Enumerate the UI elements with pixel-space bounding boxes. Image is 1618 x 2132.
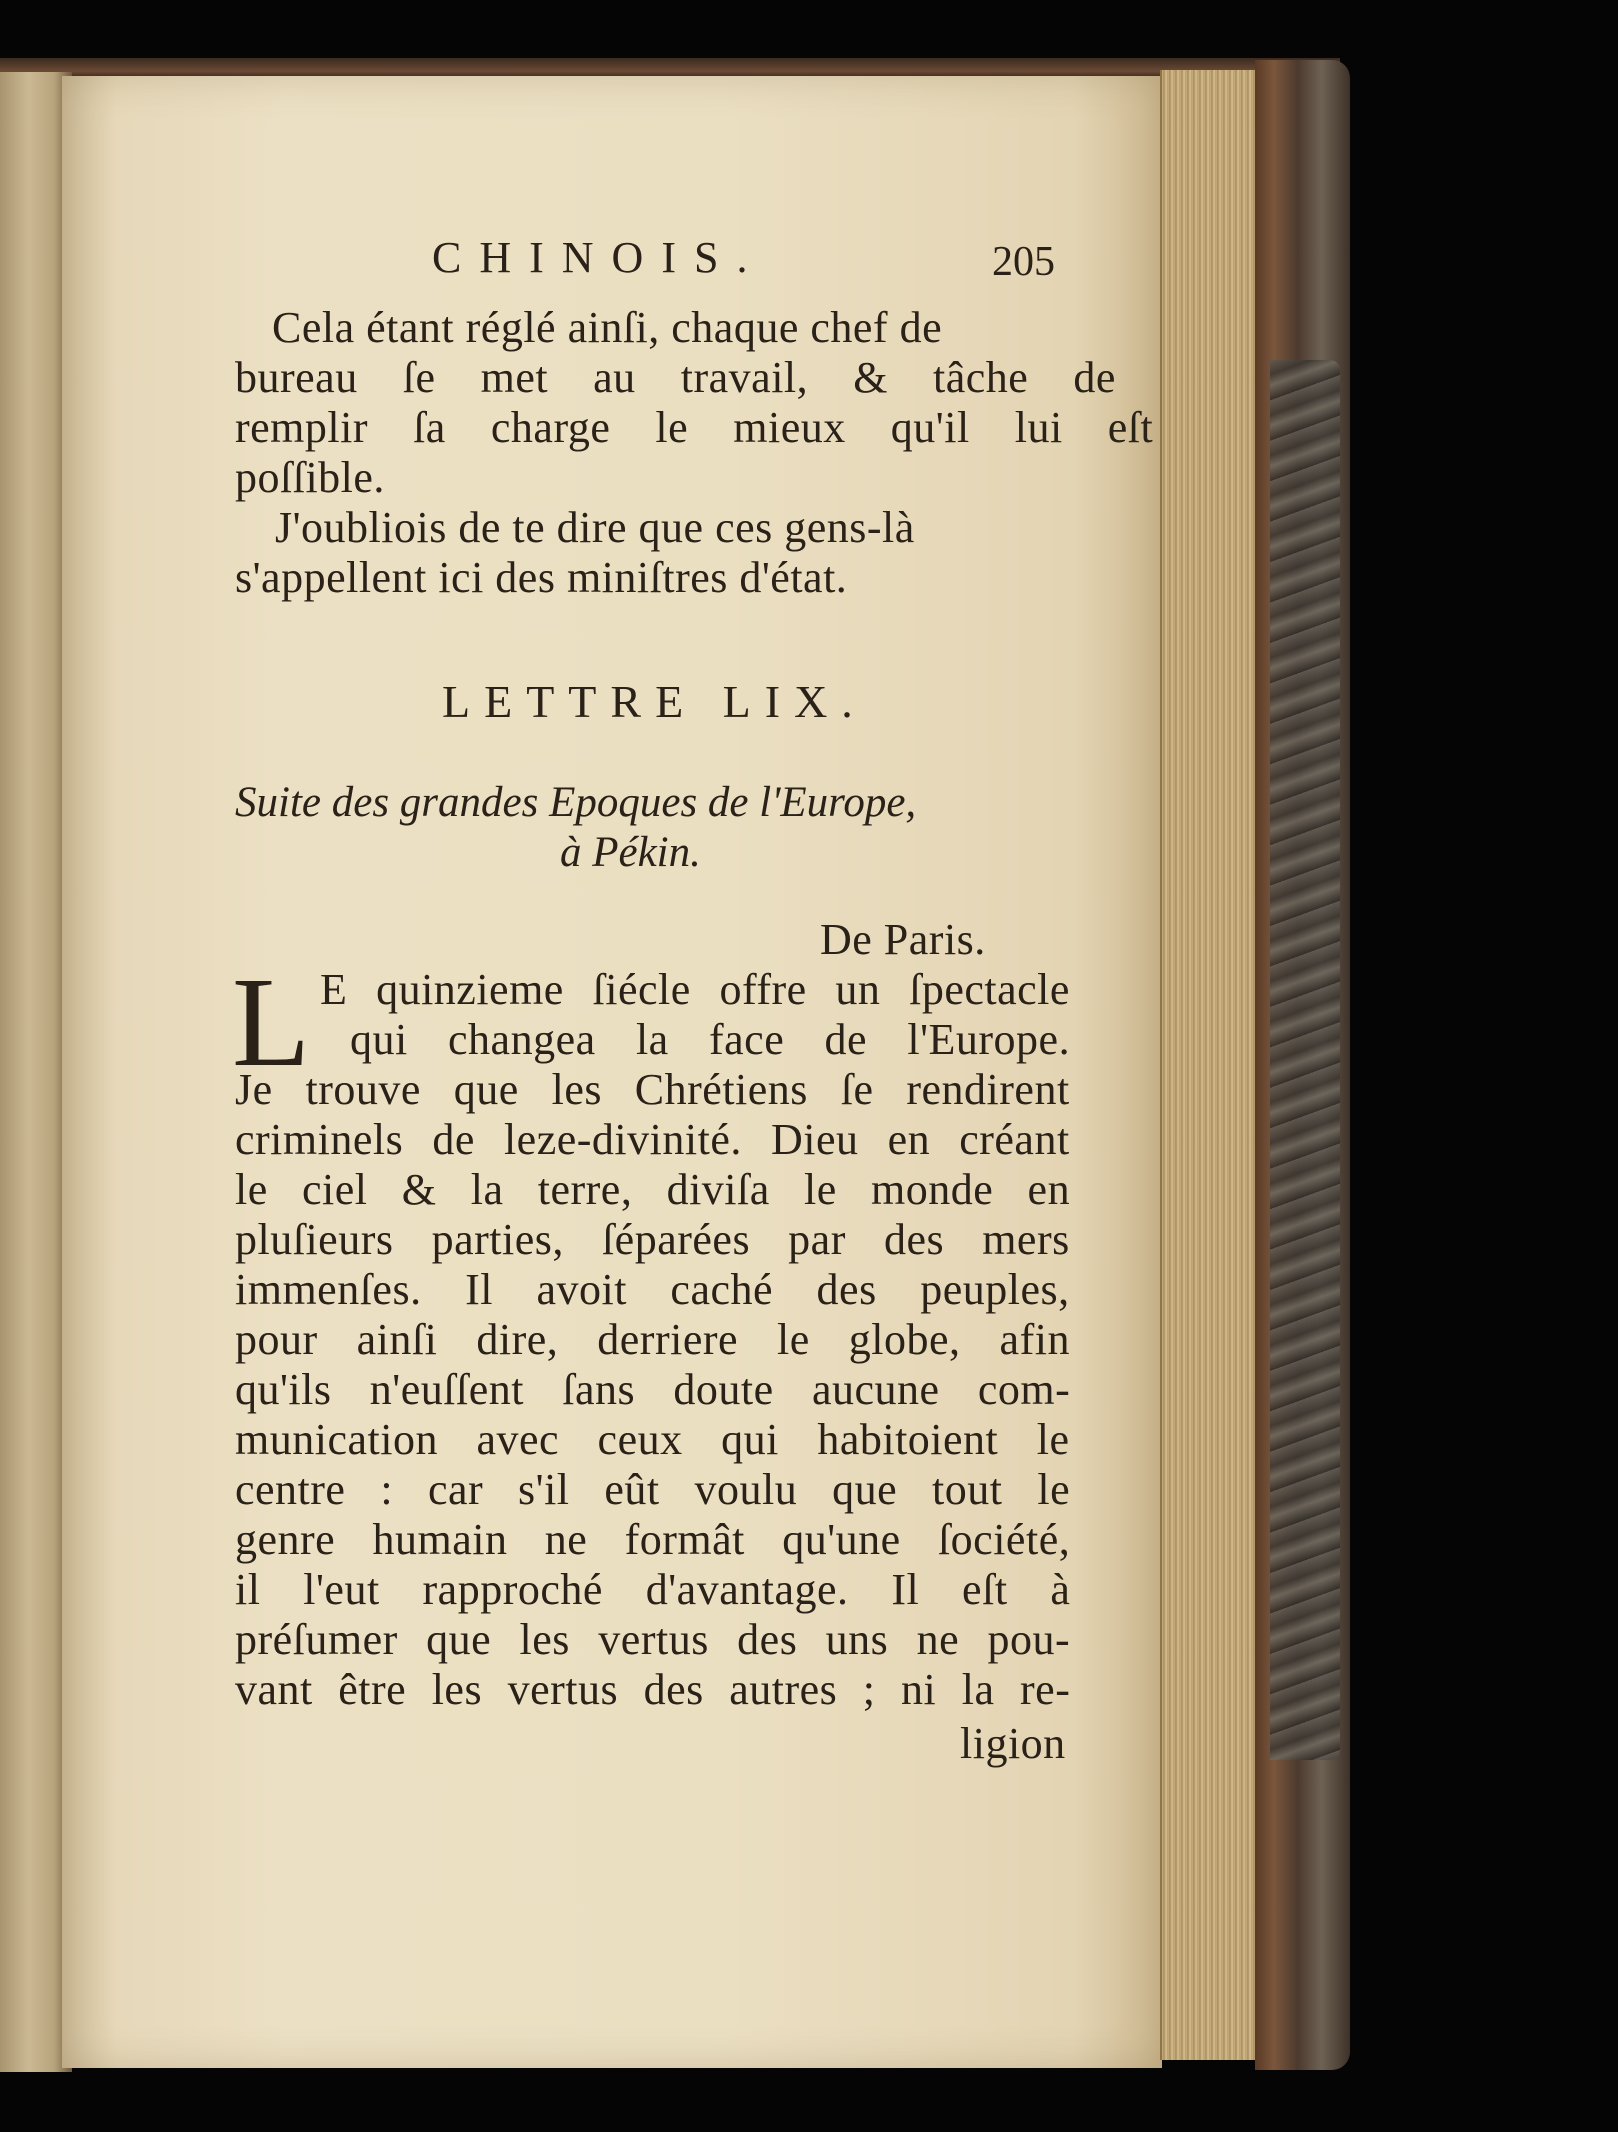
text-line: pluſieurs parties, ſéparées par des mers (235, 1215, 1070, 1264)
text-line: remplir ſa charge le mieux qu'il lui eſt (235, 403, 1154, 452)
letter-subtitle-location: à Pékin. (560, 829, 701, 876)
text-line: poſſible. (235, 453, 385, 502)
letter-subtitle: Suite des grandes Epoques de l'Europe, (235, 779, 917, 826)
running-head-title: CHINOIS. (432, 233, 766, 282)
letter-heading: LETTRE LIX. (442, 676, 867, 727)
text-line: préſumer que les vertus des uns ne pou- (235, 1615, 1071, 1664)
text-line: qu'ils n'euſſent ſans doute aucune com- (235, 1365, 1071, 1414)
drop-cap: L (232, 951, 311, 1093)
text-line: pour ainſi dire, derriere le globe, afin (235, 1315, 1070, 1364)
text-line: bureau ſe met au travail, & tâche de (235, 353, 1116, 402)
text-line: il l'eut rapproché d'avantage. Il eſt à (235, 1565, 1071, 1614)
text-line: immenſes. Il avoit caché des peuples, (235, 1265, 1070, 1314)
text-line: E quinzieme ſiécle offre un ſpectacle (320, 965, 1070, 1014)
letter-place: De Paris. (820, 915, 986, 964)
text-line: le ciel & la terre, diviſa le monde en (235, 1165, 1071, 1214)
text-line: criminels de leze-divinité. Dieu en créant (235, 1115, 1070, 1164)
text-line: s'appellent ici des miniſtres d'état. (235, 553, 848, 602)
text-line: munication avec ceux qui habitoient le (235, 1415, 1070, 1464)
page-number: 205 (992, 239, 1055, 285)
text-line: genre humain ne formât qu'une ſociété, (235, 1515, 1071, 1564)
text-line: J'oubliois de te dire que ces gens-là (275, 503, 915, 552)
text-line: centre : car s'il eût voulu que tout le (235, 1465, 1071, 1514)
text-line: Je trouve que les Chrétiens ſe rendirent (235, 1065, 1070, 1114)
text-line: Cela étant réglé ainſi, chaque chef de (272, 303, 943, 352)
text-line: qui changea la face de l'Europe. (350, 1015, 1071, 1064)
catchword: ligion (960, 1719, 1066, 1768)
text-line: vant être les vertus des autres ; ni la re- (235, 1665, 1071, 1714)
